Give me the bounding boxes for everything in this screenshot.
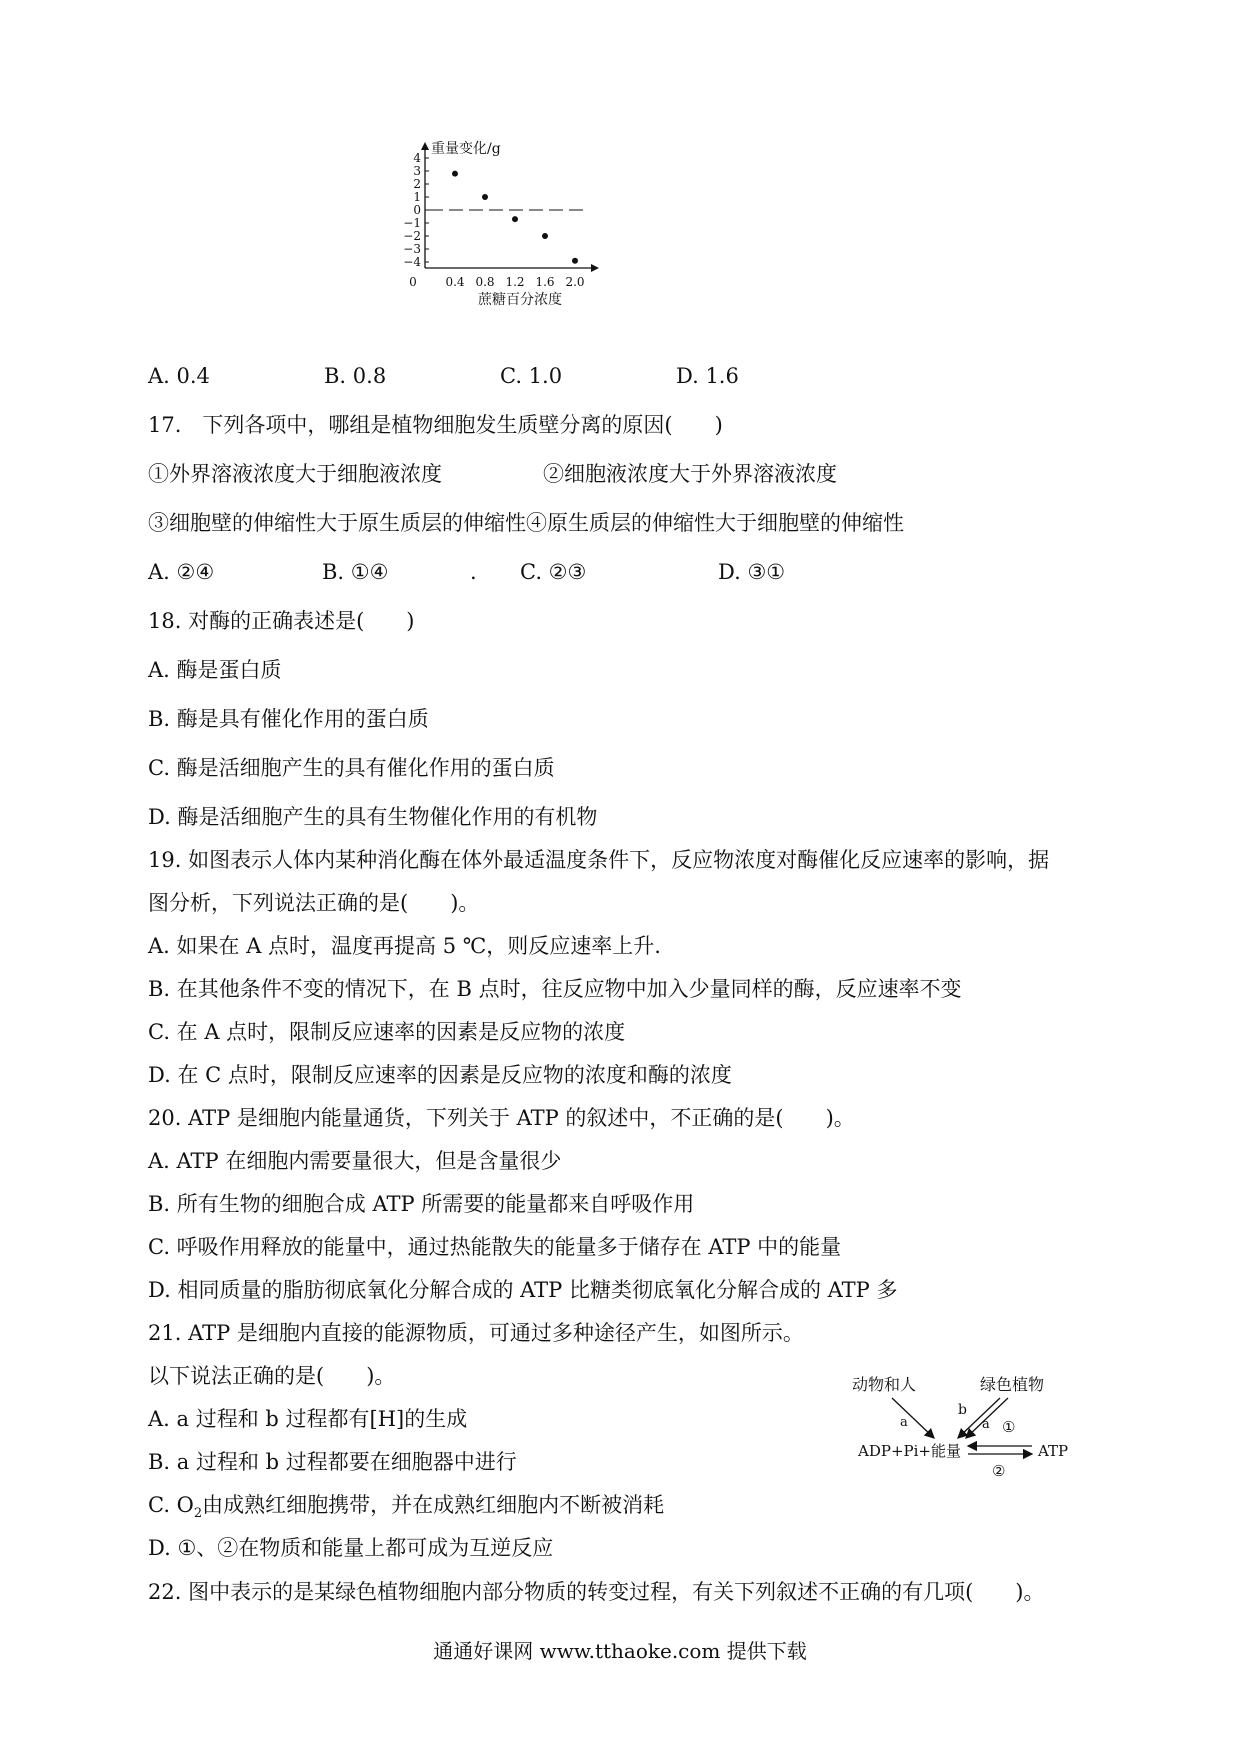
q20-option-d: D. 相同质量的脂肪彻底氧化分解合成的 ATP 比糖类彻底氧化分解合成的 ATP 多 bbox=[148, 1278, 898, 1302]
q21-option-d: D. ①、②在物质和能量上都可成为互逆反应 bbox=[148, 1536, 554, 1560]
label-circle-1: ① bbox=[1002, 1418, 1016, 1436]
x-tick-label: 0.8 bbox=[475, 275, 495, 289]
x-tick-label: 2.0 bbox=[565, 275, 585, 289]
q20-option-b: B. 所有生物的细胞合成 ATP 所需要的能量都来自呼吸作用 bbox=[148, 1192, 695, 1216]
y-tick-label: 1 bbox=[413, 190, 421, 204]
y-tick-label: 4 bbox=[413, 151, 421, 165]
y-tick-label: 2 bbox=[413, 177, 421, 191]
q17-option-d: D. ③① bbox=[718, 560, 786, 584]
atp-plants-label: 绿色植物 bbox=[980, 1375, 1045, 1394]
y-tick-label: 3 bbox=[413, 164, 421, 178]
arrow-a bbox=[892, 1398, 934, 1438]
q16-option-d: D. 1.6 bbox=[676, 364, 739, 388]
q19-stem-line2: 图分析，下列说法正确的是( )。 bbox=[148, 891, 480, 915]
q17-stem: 17. 下列各项中，哪组是植物细胞发生质壁分离的原因( ) bbox=[148, 413, 723, 437]
q17-option-a: A. ②④ bbox=[148, 560, 215, 584]
q17-item-2: ②细胞液浓度大于外界溶液浓度 bbox=[543, 462, 837, 486]
q20-stem: 20. ATP 是细胞内能量通货，下列关于 ATP 的叙述中，不正确的是( )。 bbox=[148, 1106, 855, 1130]
data-point bbox=[542, 233, 548, 239]
y-tick-label: −3 bbox=[403, 242, 421, 256]
q16-option-b: B. 0.8 bbox=[324, 364, 387, 388]
x-tick-label: 0 bbox=[409, 275, 417, 289]
footer: 通通好课网 www.tthaoke.com 提供下载 bbox=[433, 1639, 807, 1663]
q19-option-c: C. 在 A 点时，限制反应速率的因素是反应物的浓度 bbox=[148, 1020, 626, 1044]
q18-stem: 18. 对酶的正确表述是( ) bbox=[148, 609, 415, 633]
y-tick-label: −2 bbox=[403, 229, 421, 243]
q21-option-a: A. a 过程和 b 过程都有[H]的生成 bbox=[148, 1407, 468, 1431]
label-circle-2: ② bbox=[992, 1462, 1006, 1480]
q21-option-c-pre: C. O bbox=[148, 1493, 194, 1517]
q18-option-c: C. 酶是活细胞产生的具有催化作用的蛋白质 bbox=[148, 756, 555, 780]
label-a: a bbox=[900, 1415, 908, 1430]
q20-option-c: C. 呼吸作用释放的能量中，通过热能散失的能量多于储存在 ATP 中的能量 bbox=[148, 1235, 842, 1259]
q16-option-a: A. 0.4 bbox=[148, 364, 210, 388]
atp-left-label: ADP+Pi+能量 bbox=[858, 1442, 961, 1460]
q17-options bbox=[148, 558, 785, 586]
y-tick-label: −4 bbox=[403, 255, 421, 269]
data-point bbox=[452, 171, 458, 177]
data-point bbox=[482, 194, 488, 200]
label-b: b bbox=[958, 1402, 967, 1418]
label-a2: a bbox=[982, 1417, 990, 1432]
y-axis-label: 重量变化/g bbox=[431, 141, 501, 157]
q19-option-b: B. 在其他条件不变的情况下，在 B 点时，往反应物中加入少量同样的酶，反应速率不变 bbox=[148, 977, 962, 1001]
y-axis-arrow bbox=[421, 142, 429, 150]
q17-item-1: ①外界溶液浓度大于细胞液浓度 bbox=[148, 462, 442, 486]
x-axis-label: 蔗糖百分浓度 bbox=[478, 292, 562, 308]
q17-option-c: C. ②③ bbox=[520, 560, 587, 584]
q20-option-a: A. ATP 在细胞内需要量很大，但是含量很少 bbox=[148, 1149, 562, 1173]
q18-option-b: B. 酶是具有催化作用的蛋白质 bbox=[148, 707, 429, 731]
data-point bbox=[572, 258, 578, 264]
x-tick-label: 1.6 bbox=[535, 275, 555, 289]
q19-option-a: A. 如果在 A 点时，温度再提高 5 ℃，则反应速率上升. bbox=[148, 934, 661, 958]
q21-option-b: B. a 过程和 b 过程都要在细胞器中进行 bbox=[148, 1450, 517, 1474]
q16-option-c: C. 1.0 bbox=[500, 364, 563, 388]
q19-stem-line1: 19. 如图表示人体内某种消化酶在体外最适温度条件下，反应物浓度对酶催化反应速率的影响，据 bbox=[148, 848, 1050, 872]
q21-stem-line1: 21. ATP 是细胞内直接的能源物质，可通过多种途径产生，如图所示。 bbox=[148, 1321, 804, 1345]
data-point bbox=[512, 216, 518, 222]
q19-option-d: D. 在 C 点时，限制反应速率的因素是反应物的浓度和酶的浓度 bbox=[148, 1063, 732, 1087]
q17-stray-dot: . bbox=[470, 560, 477, 584]
atp-animals-label: 动物和人 bbox=[852, 1375, 917, 1394]
q21-stem-line2: 以下说法正确的是( )。 bbox=[148, 1364, 396, 1388]
atp-right-label: ATP bbox=[1038, 1442, 1069, 1460]
q18-option-d: D. 酶是活细胞产生的具有生物催化作用的有机物 bbox=[148, 805, 598, 829]
x-tick-label: 1.2 bbox=[505, 275, 525, 289]
atp-diagram bbox=[852, 1370, 1082, 1480]
scatter-chart bbox=[385, 140, 655, 350]
q18-option-a: A. 酶是蛋白质 bbox=[148, 658, 282, 682]
y-tick-label: −1 bbox=[403, 216, 421, 230]
q16-options bbox=[148, 362, 739, 390]
q17-items-1-2 bbox=[148, 460, 837, 488]
y-tick-label: 0 bbox=[413, 203, 421, 217]
q17-items-3-4: ③细胞壁的伸缩性大于原生质层的伸缩性④原生质层的伸缩性大于细胞壁的伸缩性 bbox=[148, 511, 904, 535]
x-tick-label: 0.4 bbox=[445, 275, 465, 289]
x-axis-arrow bbox=[591, 264, 599, 272]
q22-stem: 22. 图中表示的是某绿色植物细胞内部分物质的转变过程，有关下列叙述不正确的有几项( )。 bbox=[148, 1580, 1045, 1604]
q17-option-b: B. ①④ bbox=[322, 560, 389, 584]
q21-option-c bbox=[148, 1491, 664, 1528]
q21-option-c-post: 由成熟红细胞携带，并在成熟红细胞内不断被消耗 bbox=[202, 1493, 665, 1517]
q21-option-c-sub: 2 bbox=[193, 1506, 203, 1522]
